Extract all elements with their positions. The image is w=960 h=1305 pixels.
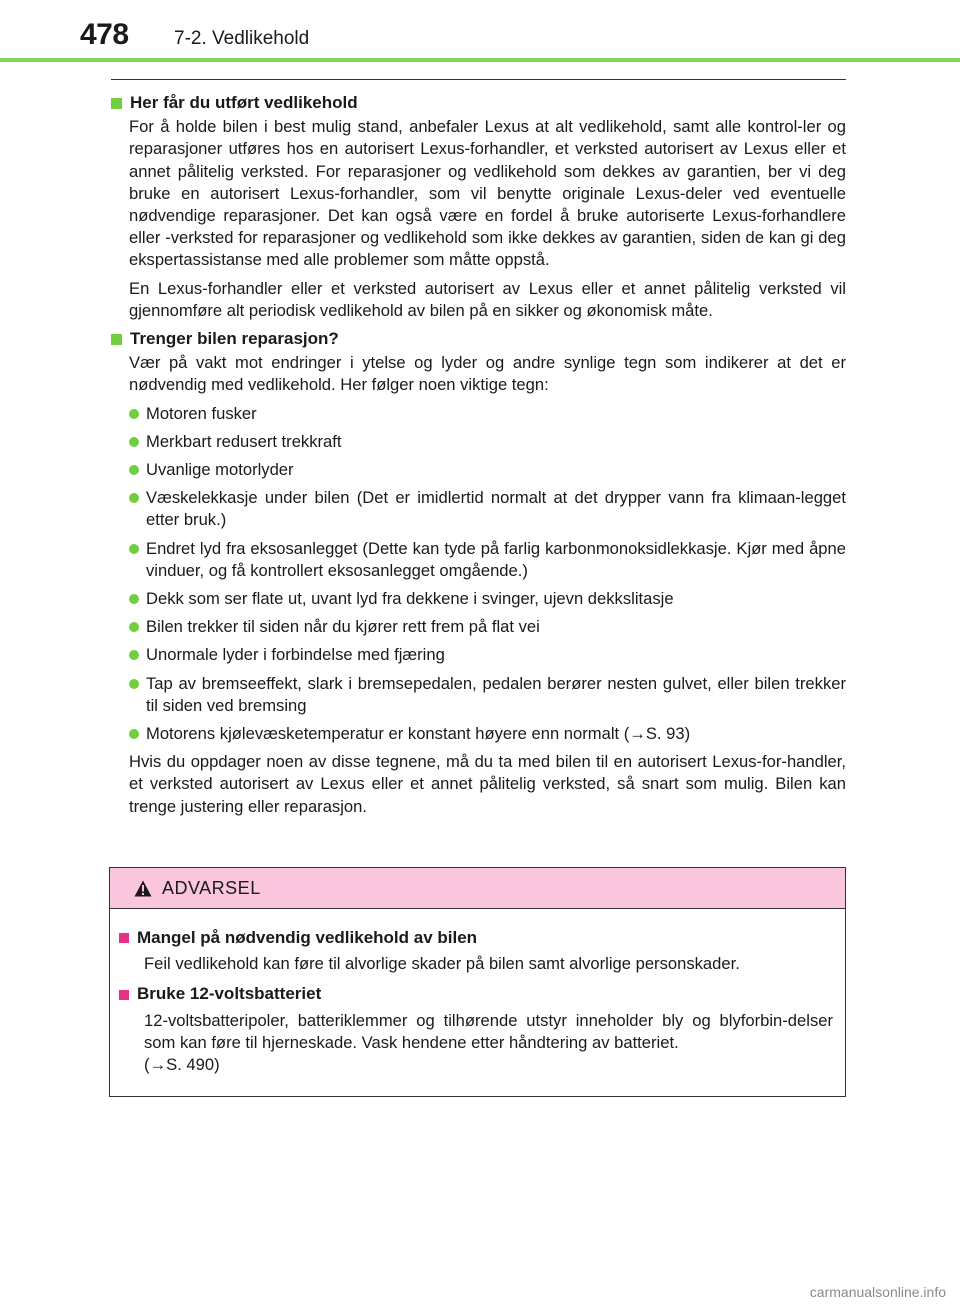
list-item: Merkbart redusert trekkraft — [129, 431, 846, 453]
round-bullet-icon — [129, 594, 139, 604]
section-heading-maintenance — [111, 92, 846, 114]
round-bullet-icon — [129, 729, 139, 739]
paragraph: Hvis du oppdager noen av disse tegnene, må du ta med bilen til en autorisert Lexus-for-handler, et verksted autorisert av Lexus eller et annet pålitelig verksted, så snart som mulig. Bilen kan trenge justering eller reparasjon. — [129, 752, 846, 816]
warning-signs-list — [129, 403, 846, 746]
page-header — [0, 0, 960, 64]
list-item: Bilen trekker til siden når du kjører rett frem på flat vei — [129, 616, 846, 638]
main-content — [111, 92, 846, 824]
warning-heading: Mangel på nødvendig vedlikehold av bilen — [119, 927, 845, 949]
round-bullet-icon — [129, 544, 139, 554]
warning-title: ADVARSEL — [162, 877, 261, 898]
round-bullet-icon — [129, 493, 139, 503]
heading-text: Trenger bilen reparasjon? — [130, 329, 339, 349]
warning-text: 12-voltsbatteripoler, batteriklemmer og tilhørende utstyr inneholder bly og blyforbin-delser som kan føre til hjerneskade. Vask hendene etter håndtering av batteriet. (→S. 490) — [144, 1010, 833, 1075]
round-bullet-icon — [129, 409, 139, 419]
warning-triangle-icon — [134, 880, 152, 897]
list-item: Væskelekkasje under bilen (Det er imidlertid normalt at det drypper vann fra klimaan-legget etter bruk.) — [129, 487, 846, 531]
paragraph: Vær på vakt mot endringer i ytelse og lyder og andre synlige tegn som indikerer at det er nødvendig med vedlikehold. Her følger noen viktige tegn: — [129, 353, 846, 395]
round-bullet-icon — [129, 650, 139, 660]
square-bullet-icon — [119, 990, 129, 1000]
warning-heading: Bruke 12-voltsbatteriet — [119, 983, 845, 1005]
round-bullet-icon — [129, 465, 139, 475]
warning-box — [109, 867, 846, 1097]
list-item: Motoren fusker — [129, 403, 846, 425]
paragraph: For å holde bilen i best mulig stand, anbefaler Lexus at alt vedlikehold, samt alle kontrol-ler og reparasjoner utføres hos en autorisert Lexus-forhandler, et verksted autorisert av Lexus eller et annet pålitelig verksted. For reparasjoner og vedlikehold som dekkes av garantien, ber vi deg bruke en autorisert Lexus-forhandler, som vil benytte originale Lexus-deler ved eventuelle nødvendige reparasjoner. Det kan også være en fordel å bruke autoriserte Lexus-forhandlere eller -verksted for reparasjoner og vedlikehold som ikke dekkes av garantien, siden de kan gi deg ekspertassistanse med alle problemer som måtte oppstå. — [129, 117, 846, 270]
watermark: carmanualsonline.info — [809, 1284, 946, 1300]
paragraph: En Lexus-forhandler eller et verksted autorisert av Lexus eller et annet pålitelig verksted vil gjennomføre alt periodisk vedlikehold av bilen på en sikker og økonomisk måte. — [129, 278, 846, 320]
square-bullet-icon — [111, 334, 122, 345]
list-item: Tap av bremseeffekt, slark i bremsepedalen, pedalen berører nesten gulvet, eller bilen trekker til siden ved bremsing — [129, 673, 846, 717]
section-title: 7-2. Vedlikehold — [174, 28, 310, 49]
square-bullet-icon — [111, 98, 122, 109]
round-bullet-icon — [129, 679, 139, 689]
round-bullet-icon — [129, 437, 139, 447]
warning-header — [110, 868, 845, 909]
page-reference: (→S. 490) — [144, 1055, 220, 1075]
list-item: Unormale lyder i forbindelse med fjæring — [129, 644, 846, 666]
header-rule — [0, 58, 960, 62]
list-item: Motorens kjølevæsketemperatur er konstant høyere enn normalt (→S. 93) — [129, 723, 846, 745]
list-item: Dekk som ser flate ut, uvant lyd fra dekkene i svinger, ujevn dekkslitasje — [129, 588, 846, 610]
heading-text: Her får du utført vedlikehold — [130, 93, 358, 112]
list-item: Endret lyd fra eksosanlegget (Dette kan tyde på farlig karbonmonoksidlekkasje. Kjør med åpne vinduer, og få kontrollert eksosanlegget omgående.) — [129, 538, 846, 582]
warning-text: Feil vedlikehold kan føre til alvorlige skader på bilen samt alvorlige personskader. — [144, 954, 740, 974]
warning-body — [110, 909, 845, 1076]
square-bullet-icon — [119, 933, 129, 943]
content-top-rule — [111, 79, 846, 80]
page-number: 478 — [80, 18, 129, 51]
section-heading-repair — [111, 328, 846, 350]
list-item: Uvanlige motorlyder — [129, 459, 846, 481]
round-bullet-icon — [129, 622, 139, 632]
